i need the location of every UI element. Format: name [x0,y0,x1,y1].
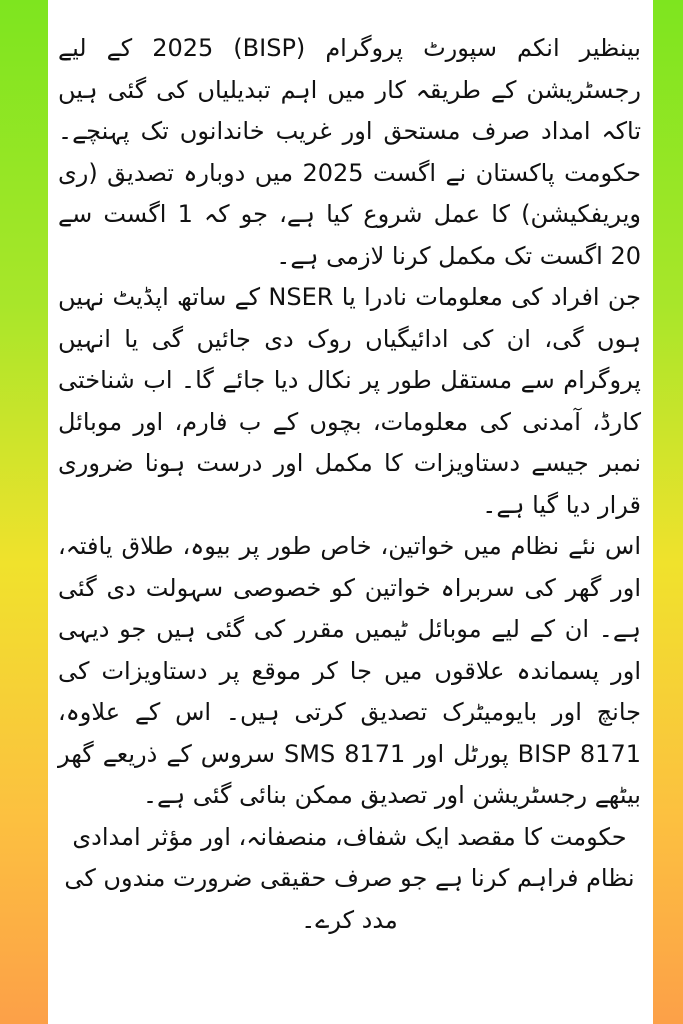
paragraph-nser-update: جن افراد کی معلومات نادرا یا NSER کے ساتھ اپڈیٹ نہیں ہوں گی، ان کی ادائیگیاں روک دی جائیں گی یا انہیں پروگرام سے مستقل طور پر نکال دیا جائے گا۔ اب شناختی کارڈ، آمدنی کی معلومات، بچوں کے ب فارم، اور موبائل نمبر جیسے دستاویزات کا مکمل اور درست ہونا ضروری قرار دیا گیا ہے۔ [58,283,642,519]
right-gradient-border [653,0,683,1024]
paragraph-registration-changes: بینظیر انکم سپورٹ پروگرام (BISP) 2025 کے لیے رجسٹریشن کے طریقہ کار میں اہم تبدیلیاں کی گئی ہیں تاکہ امداد صرف مستحق اور غریب خاندانوں تک پہنچے۔ حکومت پاکستان نے اگست 2025 میں دوبارہ تصدیق (ری ویریفکیشن) کا عمل شروع کیا ہے، جو کہ 1 اگست سے 20 اگست تک مکمل کرنا لازمی ہے۔ [58,34,641,270]
left-gradient-border [0,0,48,1024]
article-body [58,28,641,941]
paragraph-women-facilities: اس نئے نظام میں خواتین، خاص طور پر بیوہ، طلاق یافتہ، اور گھر کی سربراہ خواتین کو خصوصی سہولت دی گئی ہے۔ ان کے لیے موبائل ٹیمیں مقرر کی گئی ہیں جو دیہی اور پسماندہ علاقوں میں جا کر موقع پر دستاویزات کی جانچ اور بایومیٹرک تصدیق کرتی ہیں۔ اس کے علاوہ، BISP 8171 پورٹل اور SMS 8171 سروس کے ذریعے گھر بیٹھے رجسٹریشن اور تصدیق ممکن بنائی گئی ہے۔ [58,532,641,809]
paragraph-government-aim: حکومت کا مقصد ایک شفاف، منصفانہ، اور مؤثر امدادی نظام فراہم کرنا ہے جو صرف حقیقی ضرورت مندوں کی مدد کرے۔ [64,822,635,934]
